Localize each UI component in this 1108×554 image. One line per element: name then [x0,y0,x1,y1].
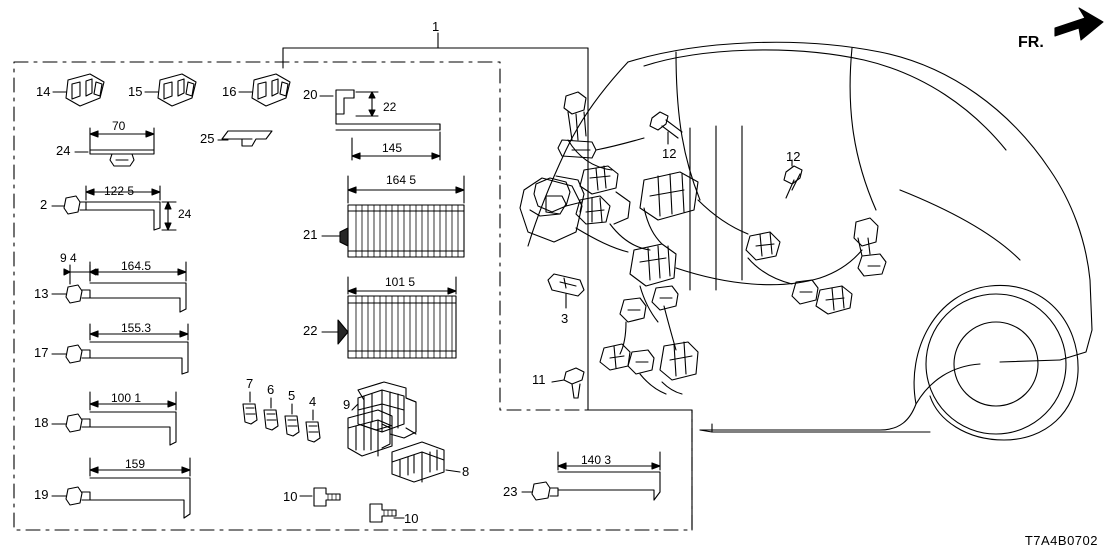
callout-1: 1 [432,19,440,34]
callout-3: 3 [561,311,569,326]
callout-10-b: 10 [404,511,419,526]
part-22 [322,277,456,358]
callout-8: 8 [462,464,470,479]
callout-12-b: 12 [786,149,801,164]
callout-24: 24 [56,143,71,158]
part-8 [392,442,460,482]
front-direction-arrow [1055,8,1103,40]
callout-20: 20 [303,87,318,102]
part-19 [52,458,190,518]
part-7 [243,392,257,424]
callout-17: 17 [34,345,49,360]
front-direction-label: FR. [1018,34,1044,51]
part-13 [52,259,186,312]
dimension-24: 24 [178,207,192,221]
dimension-9-4: 9 4 [60,251,77,265]
callout-14: 14 [36,84,51,99]
callout-23: 23 [503,484,518,499]
callout-10-a: 10 [283,489,298,504]
callout-13: 13 [34,286,49,301]
callout-2: 2 [40,197,48,212]
part-10-a [300,488,340,506]
part-9 [352,382,416,438]
callout-7: 7 [246,376,254,391]
part-16 [239,74,290,106]
dimension-159: 159 [125,457,146,471]
dimension-70: 70 [112,119,126,133]
part-17 [52,321,188,374]
callout-15: 15 [128,84,143,99]
part-21 [322,173,464,257]
dimension-122-5: 122 5 [104,184,135,198]
callout-12-a: 12 [662,146,677,161]
callout-25: 25 [200,131,215,146]
part-3 [548,274,584,308]
dimension-140-3: 140 3 [581,453,612,467]
part-15 [145,74,196,106]
part-24 [75,128,154,166]
dimension-100-1: 100 1 [111,391,142,405]
callout-19: 19 [34,487,49,502]
callout-6: 6 [267,382,275,397]
drawing-code: T7A4B0702 [1024,533,1098,548]
callout-5: 5 [288,388,296,403]
part-11 [552,368,584,398]
part-25 [218,131,272,146]
part-6 [264,398,278,430]
part-14 [53,74,104,106]
callout-21: 21 [303,227,318,242]
part-4 [306,410,320,442]
callout-4: 4 [309,394,317,409]
part-12-a [650,112,682,144]
callout-18: 18 [34,415,49,430]
part-12-b [784,160,802,198]
callout-9: 9 [343,397,351,412]
callout-11: 11 [532,372,546,387]
part-20 [320,90,440,160]
dimension-22: 22 [383,100,397,114]
callout-22: 22 [303,323,318,338]
part-9-lower [348,410,392,456]
harness-routing [520,92,886,394]
dimension-164-5-upper: 164 5 [386,173,417,187]
dimension-101-5: 101 5 [385,275,416,289]
dimension-145: 145 [382,141,403,155]
dimension-155-3: 155.3 [121,321,152,335]
part-10-b [370,504,404,522]
dimension-164-5-lower: 164.5 [121,259,152,273]
callout-16: 16 [222,84,237,99]
vehicle-body-outline [528,42,1092,440]
part-5 [285,404,299,436]
